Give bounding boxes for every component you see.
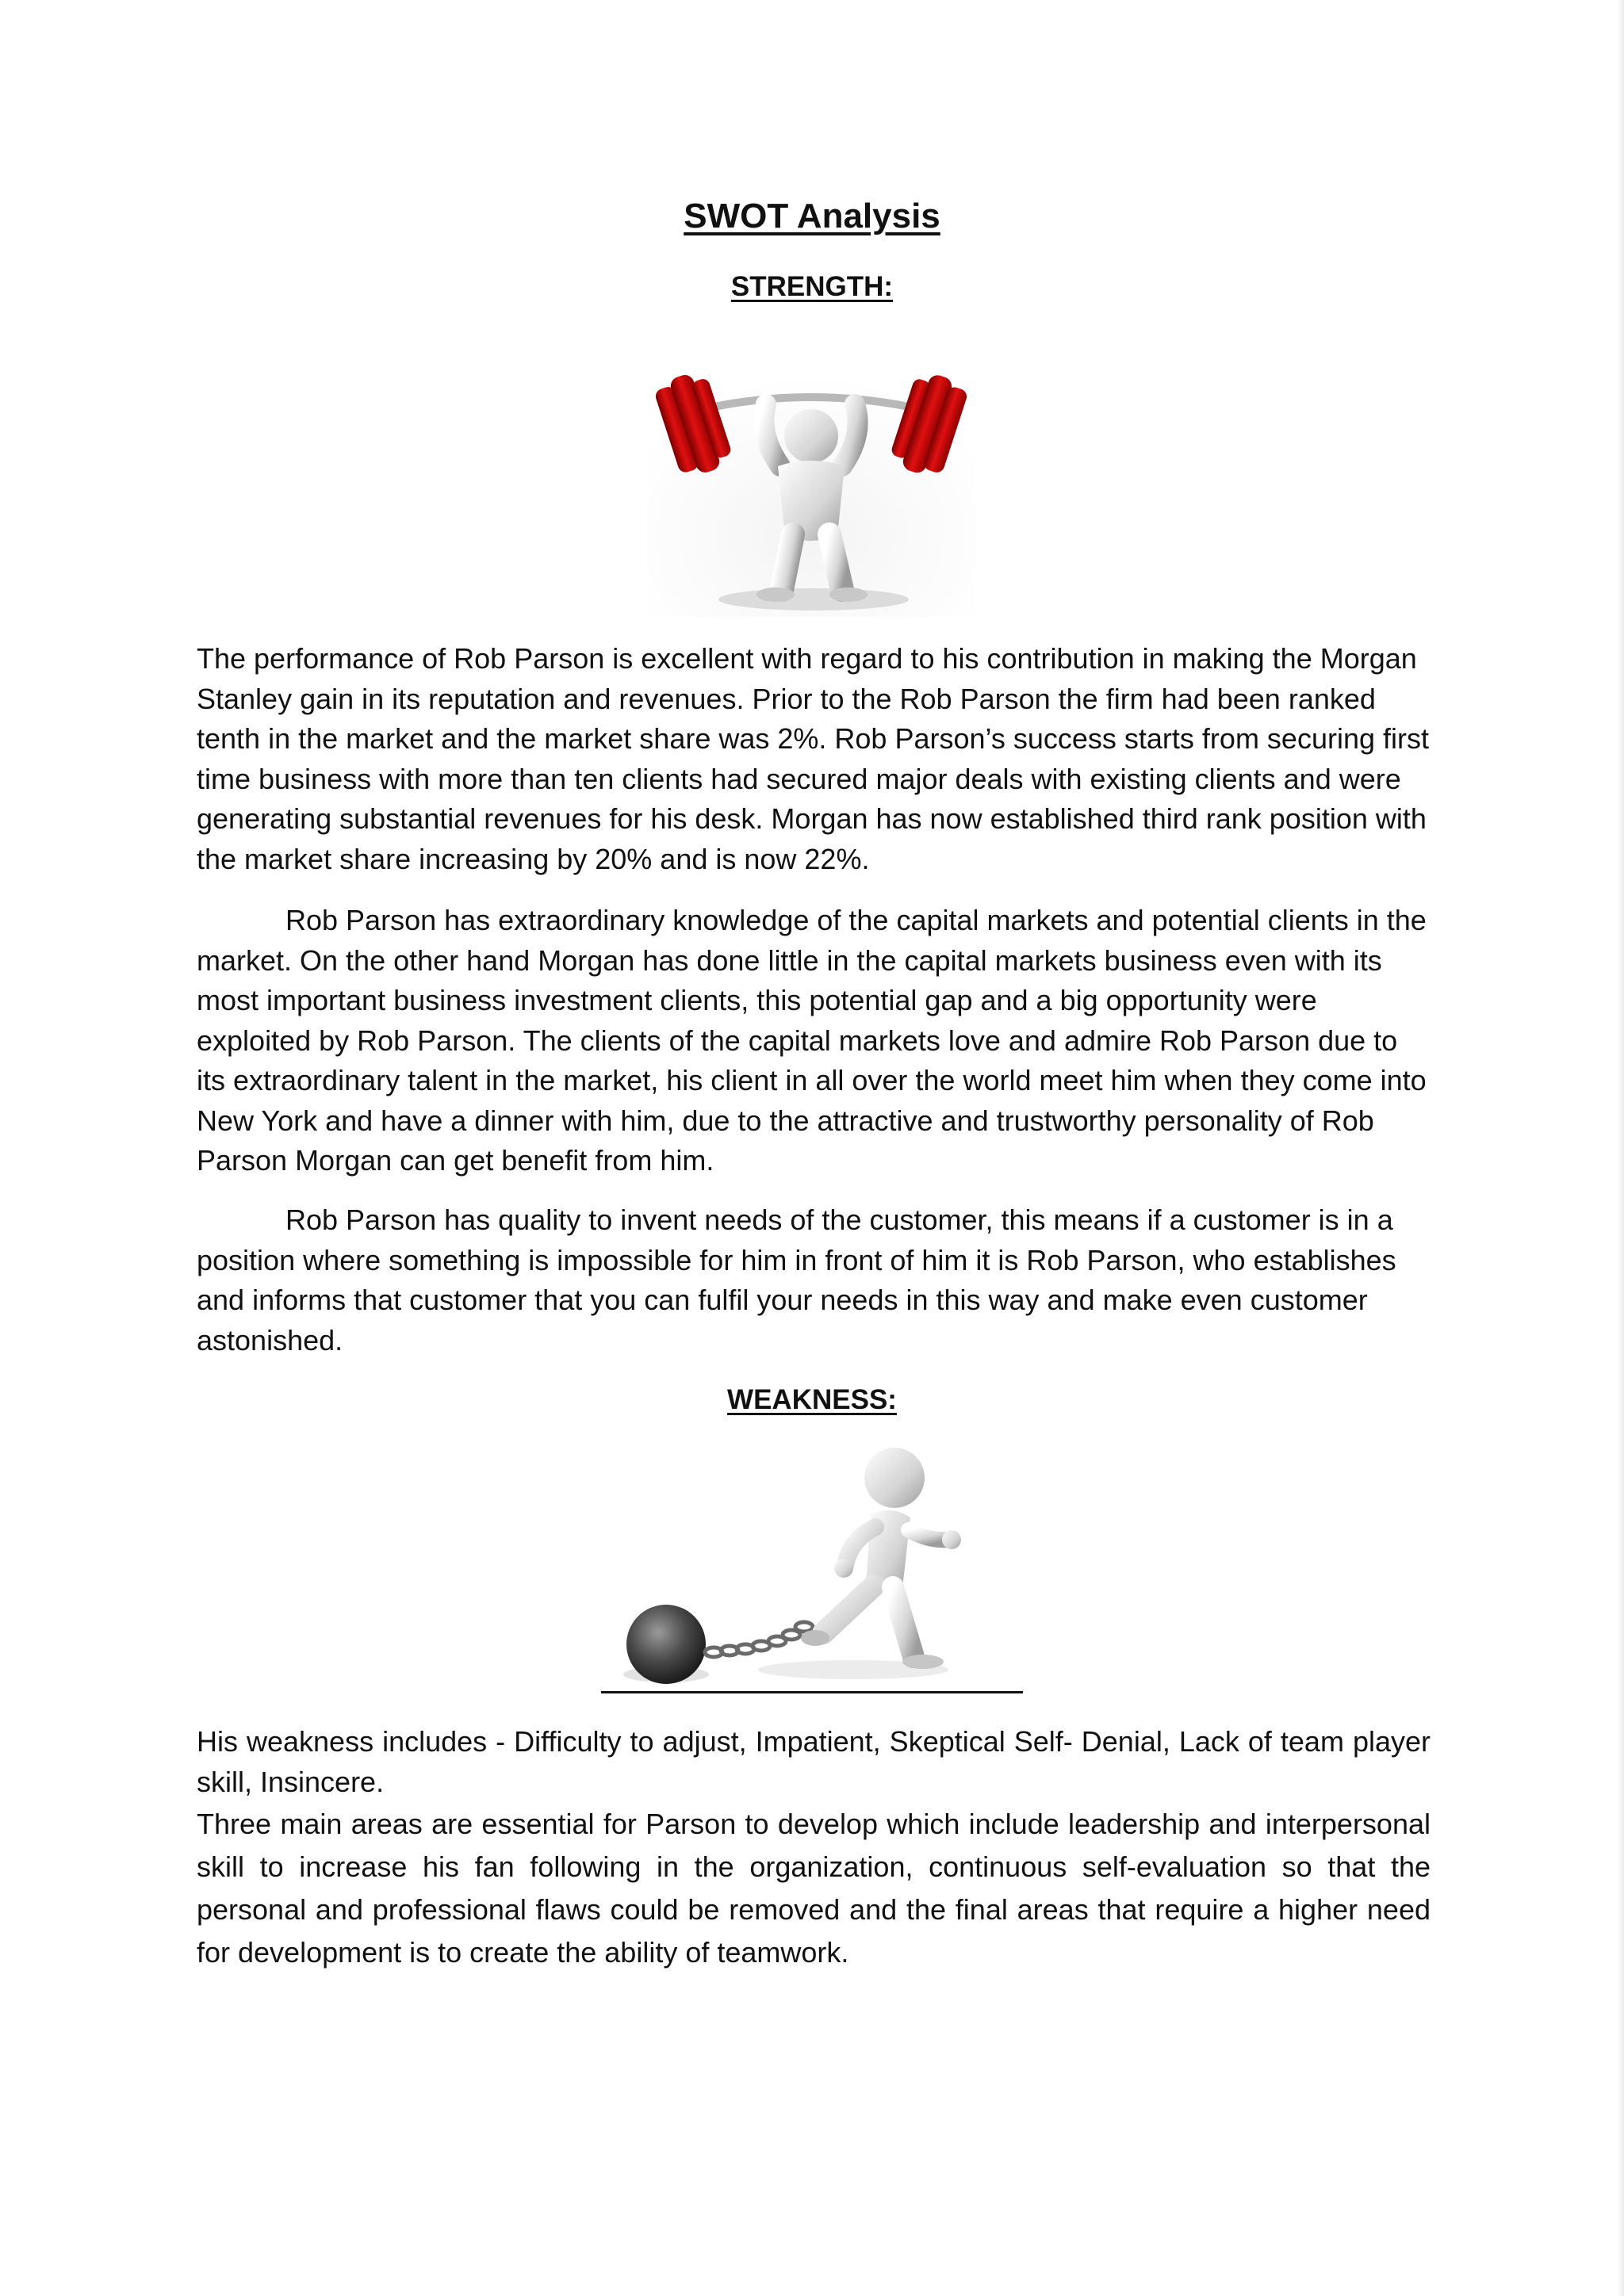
ball-and-chain-figure-icon <box>615 1438 980 1689</box>
document-title: SWOT Analysis <box>684 197 940 235</box>
weightlifter-figure-icon <box>647 347 975 617</box>
weakness-paragraph-1: His weakness includes - Difficulty to adjust, Impatient, Skeptical Self- Denial, Lack of team player skill, Insincere. <box>197 1725 1431 1798</box>
strength-paragraph-2: Rob Parson has extraordinary knowledge of the capital markets and potential clients in the market. On the other hand Morgan has done little in the capital markets business even with its most important business investment clients, this potential gap and a big opportunity were exploited by Rob Parson. The clients of the capital markets love and admire Rob Parson due to its extraordinary talent in the market, his client in all over the world meet him when they come into New York and have a dinner with him, due to the attractive and trustworthy personality of Rob Parson Morgan can get benefit from him. <box>197 904 1427 1177</box>
strength-paragraph-1: The performance of Rob Parson is excellent with regard to his contribution in making the Morgan Stanley gain in its reputation and revenues. Prior to the Rob Parson the firm had been ranked tenth in the market and the market share was 2%. Rob Parson’s success starts from securing first time business with more than ten clients had secured major deals with existing clients and were generating substantial revenues for his desk. Morgan has now established third rank position with the market share increasing by 20% and is now 22%. <box>197 642 1429 875</box>
strength-paragraph-3: Rob Parson has quality to invent needs of the customer, this means if a customer is in a position where something is impossible for him in front of him it is Rob Parson, who establishes and informs that customer that you can fulfil your needs in this way and make even customer astonished. <box>197 1203 1396 1357</box>
image-divider-line <box>601 1691 1023 1693</box>
weakness-heading: WEAKNESS: <box>727 1384 897 1415</box>
weakness-paragraph-2: Three main areas are essential for Parson to develop which include leadership and interpersonal skill to increase his fan following in the organization, continuous self-evaluation so that the personal and professional flaws could be removed and the final areas that require a higher need for development is to create the ability of teamwork. <box>197 1808 1431 1969</box>
strength-heading: STRENGTH: <box>730 271 894 302</box>
page-edge-shadow <box>1618 0 1624 2296</box>
